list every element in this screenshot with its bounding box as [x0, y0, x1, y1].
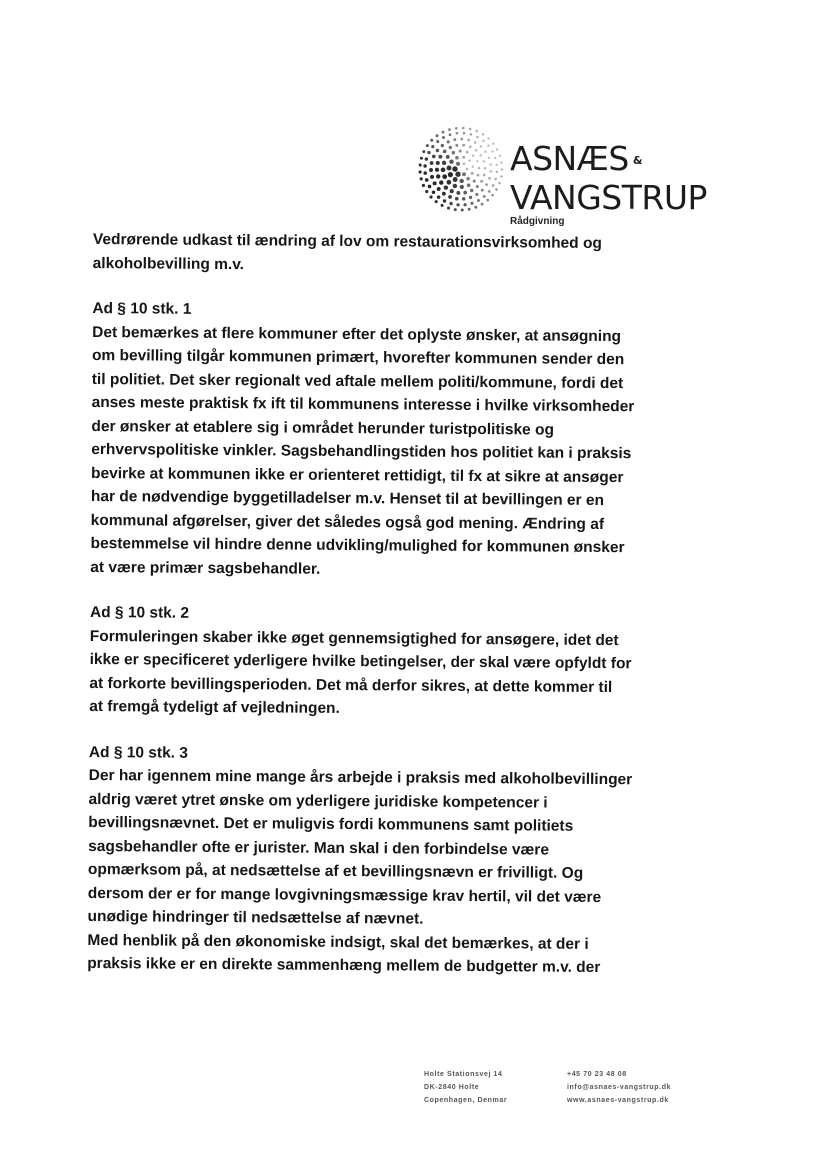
section-line: om bevilling tilgår kommunen primært, hvorefter kommunen sender den — [91, 346, 625, 369]
logo-dot — [476, 136, 479, 139]
section-heading: Ad § 10 stk. 1 — [92, 299, 192, 318]
logo-dot — [449, 146, 452, 149]
logo-dot — [494, 157, 496, 159]
logo-dot — [500, 161, 502, 163]
logo-dot — [455, 144, 458, 147]
logo-dot — [460, 185, 464, 189]
footer-phone: +45 70 23 48 08 — [567, 1071, 627, 1078]
logo-dot — [461, 208, 464, 211]
logo-dot — [432, 155, 436, 159]
section-line: aldrig været ytret ønske om yderligere juridiske kompetencer i — [88, 790, 548, 812]
footer-address-line: DK-2840 Holte — [424, 1084, 480, 1091]
title-line: Vedrørende udkast til ændring af lov om restaurationsvirksomhed og — [92, 230, 602, 252]
logo-dot — [432, 190, 436, 194]
logo-dot — [488, 157, 490, 159]
logo-dot — [496, 148, 498, 150]
logo-dot — [500, 175, 502, 177]
logo-dot — [468, 159, 470, 161]
section-line: har de nødvendige byggetilladelser m.v. Henset til at bevillingen er en — [90, 487, 605, 510]
logo-dot — [494, 178, 497, 181]
logo-dot — [469, 128, 472, 131]
footer-address — [424, 1068, 507, 1107]
section-line: Formuleringen skaber ikke øget gennemsigtighed for ansøgere, idet det — [89, 627, 619, 649]
footer-address-line: Holte Stationsvej 14 — [424, 1071, 503, 1078]
logo-dot — [420, 177, 423, 180]
logo-dot — [435, 200, 438, 203]
logo-dot — [496, 171, 498, 173]
logo-dot — [470, 202, 473, 205]
logo-dot — [466, 151, 469, 154]
logo-dot — [486, 199, 489, 202]
logo-dot — [450, 189, 454, 193]
logo-dot — [436, 140, 439, 143]
logo-dot — [443, 199, 446, 202]
logo-dot — [492, 142, 494, 144]
logo-dot — [431, 145, 434, 148]
section-10-3 — [87, 740, 689, 980]
logo-dot — [495, 188, 498, 191]
section-line: kommunal afgørelser, giver det således også god mening. Ændring af — [90, 511, 605, 533]
footer-contact — [567, 1068, 671, 1107]
logo-dot — [462, 127, 465, 130]
logo-dot — [471, 172, 474, 175]
section-line: sagsbehandler ofte er jurister. Man skal i den forbindelse være — [88, 837, 550, 859]
logo-dot — [467, 139, 470, 142]
logo-name-line1: ASNÆS — [510, 139, 629, 178]
section-line: at fremgå tydeligt af vejledningen. — [89, 697, 340, 717]
logo-dot — [463, 132, 466, 135]
section-line: til politiet. Det sker regionalt ved aftale mellem politi/kommune, fordi det — [91, 370, 624, 392]
logo-dot — [438, 155, 442, 159]
logo-dot — [469, 196, 472, 199]
logo-wordmark — [510, 140, 707, 216]
logo-dot — [455, 156, 459, 160]
logo-dot — [452, 151, 456, 155]
logo-dot — [488, 190, 491, 193]
logo-dot — [426, 144, 429, 147]
logo-dot — [442, 131, 445, 134]
logo-dot — [463, 203, 466, 206]
logo-dot — [483, 160, 485, 162]
logo-dot — [480, 145, 482, 147]
logo-dot — [425, 157, 428, 160]
document-title — [93, 228, 693, 280]
logo-dot — [477, 174, 480, 177]
logo-dot — [430, 139, 433, 142]
logo-dot — [491, 194, 494, 197]
logo-dot — [473, 180, 476, 183]
logo-dot — [436, 134, 439, 137]
section-line: at være primær sagsbehandler. — [90, 558, 321, 578]
logo-dot — [462, 144, 465, 147]
logo-dot — [436, 149, 440, 153]
logo-dot — [430, 161, 434, 165]
logo-dot — [456, 162, 460, 166]
section-heading: Ad § 10 stk. 3 — [88, 743, 189, 762]
logo-dot — [478, 167, 480, 170]
logo-dot — [441, 144, 444, 147]
logo-dot — [430, 175, 434, 179]
logo-dot — [466, 168, 469, 171]
logo-dot — [476, 130, 479, 133]
dot-cluster-logo-icon — [416, 126, 506, 216]
logo-dot — [454, 208, 457, 211]
logo-dot — [483, 195, 486, 198]
logo-dot — [429, 195, 432, 198]
section-line: anses meste praktisk fx ift til kommunens interesse i hvilke virksomheder — [91, 393, 635, 416]
section-line: unødige hindringer til nedsættelse af nævnet. — [87, 907, 424, 928]
logo-dot — [487, 145, 489, 147]
logo-dot — [442, 161, 446, 165]
section-heading: Ad § 10 stk. 2 — [89, 603, 190, 622]
logo-dot — [460, 179, 464, 183]
logo-dot — [462, 197, 466, 201]
logo-dot — [427, 151, 430, 154]
logo-dot — [462, 156, 465, 159]
logo-dot — [433, 181, 437, 185]
logo-dot — [420, 157, 423, 160]
logo-dot — [470, 133, 473, 136]
logo-dot — [476, 160, 478, 162]
logo-dot — [448, 195, 452, 199]
logo-dot — [442, 174, 447, 179]
logo-dot — [453, 138, 456, 141]
section-line: dersom der er for mange lovgivningsmæssige krav hertil, vil det være — [87, 884, 602, 906]
logo-dot — [419, 170, 422, 173]
logo-dot — [501, 168, 503, 170]
logo-dot — [447, 140, 450, 143]
logo-name-line2: VANGSTRUP — [510, 178, 707, 217]
section-line: Der har igennem mine mange års arbejde i praksis med alkoholbevillinger — [88, 766, 633, 789]
section-line: opmærksom på, at nedsættelse af et bevillingsnævn er frivilligt. Og — [87, 860, 584, 882]
logo-dot — [425, 190, 428, 193]
logo-dot — [484, 151, 486, 153]
logo-dot — [436, 174, 440, 178]
footer-address-line: Copenhagen, Denmar — [424, 1097, 508, 1104]
logo-dot — [466, 177, 470, 181]
logo-dot — [481, 203, 484, 206]
logo-dot — [453, 177, 458, 182]
logo-dot — [498, 182, 501, 185]
logo-dot — [449, 159, 453, 163]
logo-dot — [448, 172, 453, 177]
section-line: praksis ikke er en direkte sammenhæng mellem de budgetter m.v. der — [87, 954, 601, 977]
section-line: erhvervspolitiske vinkler. Sagsbehandlingstiden hos politiet kan i praksis — [91, 440, 632, 463]
logo-dot — [442, 192, 446, 196]
logo-dot — [472, 154, 474, 156]
logo-dot — [437, 195, 441, 199]
section-line: Med henblik på den økonomiske indsigt, skal det bemærkes, at der i — [87, 931, 589, 953]
letter-body — [87, 228, 693, 1002]
logo-dot — [441, 204, 444, 207]
logo-dot — [455, 172, 460, 177]
logo-dot — [496, 164, 498, 166]
section-line: ikke er specificeret yderligere hvilke betingelser, der skal være opfyldt for — [89, 650, 632, 673]
logo-dot — [482, 133, 484, 135]
logo-dot — [468, 208, 471, 211]
footer-website-link[interactable]: www.asnaes-vangstrup.dk — [567, 1097, 669, 1104]
logo-dot — [437, 187, 441, 191]
logo-dot — [477, 199, 480, 202]
logo-dot — [491, 150, 493, 152]
logo-dot — [444, 185, 448, 189]
logo-dot — [489, 163, 491, 165]
logo-dot — [483, 174, 486, 177]
logo-dot — [419, 163, 422, 166]
logo-dot — [469, 146, 472, 149]
logo-dot — [422, 150, 425, 153]
logo-dot — [490, 170, 493, 173]
logo-dot — [480, 180, 483, 183]
title-line: alkoholbevilling m.v. — [92, 254, 245, 273]
logo-dot — [482, 140, 484, 142]
logo-subtitle: Rådgivning — [510, 216, 565, 227]
section-line: at forkorte bevillingsperioden. Det må derfor sikres, at dette kommer til — [89, 674, 613, 696]
logo-dot — [425, 178, 429, 182]
section-line: bestemmelse vil hindre denne udvikling/mulighed for kommunen ønsker — [90, 534, 625, 557]
logo-dot — [472, 165, 474, 167]
logo-dot — [441, 167, 446, 172]
logo-dot — [436, 161, 440, 165]
logo-dot — [446, 155, 450, 159]
logo-dot — [463, 162, 466, 165]
logo-dot — [423, 171, 427, 175]
logo-dot — [485, 183, 488, 186]
logo-dot — [470, 189, 473, 192]
logo-dot — [443, 150, 447, 154]
logo-dot — [481, 189, 484, 192]
logo-dot — [455, 127, 458, 130]
logo-dot — [462, 172, 466, 176]
logo-dot — [484, 167, 487, 170]
logo-dot — [480, 154, 482, 156]
logo-dot — [499, 155, 501, 157]
logo-dot — [492, 184, 495, 187]
logo-dot — [474, 206, 477, 209]
logo-dot — [463, 191, 467, 195]
logo-dot — [487, 137, 489, 139]
section-line: Det bemærkes at flere kommuner efter det oplyste ønsker, at ansøgning — [92, 323, 622, 345]
logo-dot — [452, 166, 457, 171]
logo-dot — [456, 191, 460, 195]
logo-dot — [447, 166, 452, 171]
logo-dot — [447, 207, 450, 210]
company-logo — [416, 126, 706, 236]
logo-dot — [459, 149, 462, 152]
logo-dot — [435, 168, 439, 172]
logo-dot — [456, 203, 459, 206]
logo-dot — [448, 128, 451, 131]
logo-dot — [475, 193, 478, 196]
logo-dot — [439, 180, 443, 184]
logo-dot — [455, 197, 459, 201]
section-line: der ønsker at etablere sig i området herunder turistpolitiske og — [91, 417, 555, 439]
logo-dot — [456, 132, 459, 135]
logo-dot — [460, 138, 463, 141]
logo-dot — [428, 185, 432, 189]
logo-dot — [467, 183, 471, 187]
logo-dot — [488, 177, 491, 180]
logo-ampersand: & — [632, 154, 642, 167]
section-10-2 — [89, 601, 690, 723]
logo-dot — [474, 141, 477, 144]
logo-dot — [449, 202, 452, 205]
logo-dot — [422, 184, 425, 187]
logo-dot — [442, 136, 445, 139]
logo-dot — [453, 184, 457, 188]
footer-email-link[interactable]: info@asnaes-vangstrup.dk — [567, 1084, 672, 1091]
logo-dot — [423, 164, 427, 168]
logo-dot — [429, 168, 433, 172]
logo-dot — [447, 180, 452, 185]
section-10-1 — [90, 297, 692, 584]
section-line: bevillingsnævnet. Det er muligvis fordi kommunens samt politiets — [88, 813, 574, 835]
logo-dot — [475, 149, 477, 151]
logo-dot — [476, 185, 479, 188]
section-line: bevirke at kommunen ikke er orienteret rettidigt, til fx at sikre at ansøger — [91, 464, 624, 486]
logo-dot — [449, 133, 452, 136]
